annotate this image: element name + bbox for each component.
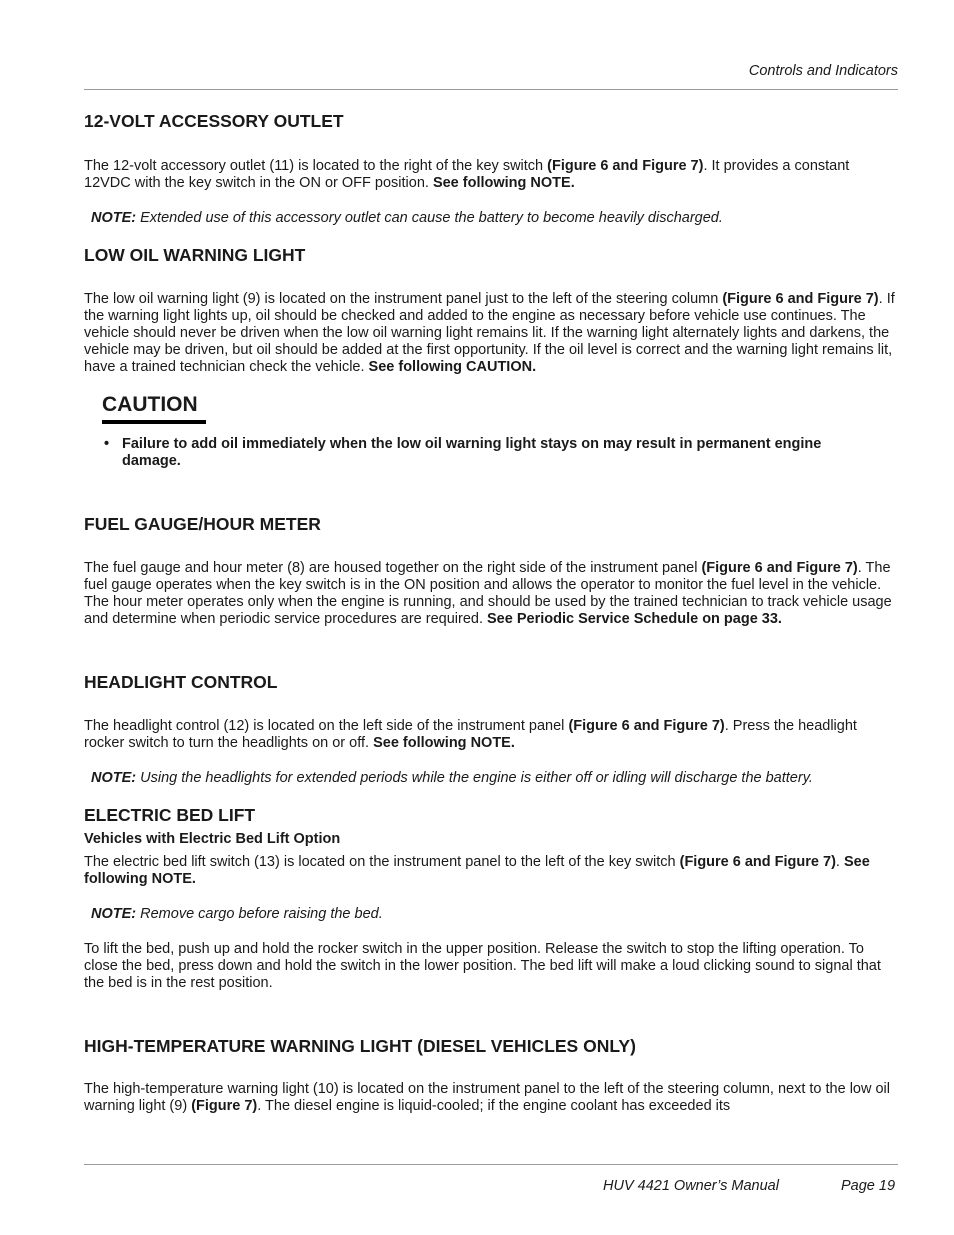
cross-reference: See Periodic Service Schedule on page 33. — [487, 611, 782, 627]
heading-electric-bed-lift: ELECTRIC BED LIFT — [84, 805, 256, 825]
paragraph-low-oil-warning — [84, 291, 898, 376]
heading-fuel-gauge: FUEL GAUGE/HOUR METER — [84, 514, 321, 534]
note-label: NOTE: — [91, 210, 137, 226]
paragraph-bed-lift-operation: To lift the bed, push up and hold the rocker switch in the upper position. Release the switch to stop the lifting operation. To close the bed, press down and hold the switch in the lower position. The bed lift will make a loud clicking sound to signal that the bed is in the rest position. — [84, 941, 881, 991]
paragraph-accessory-outlet — [84, 158, 898, 192]
text: . The fuel gauge operates when the key switch is in the ON position and allows the operator to monitor the fuel level in the vehicle. The hour meter operates only when the engine is running, and should be used by the trained technician to track vehicle usage and determine when periodic service procedures are required. — [84, 560, 892, 627]
cross-reference: See following NOTE. — [373, 735, 515, 751]
caution-underline — [102, 420, 206, 424]
header-rule — [84, 89, 898, 90]
footer-page-number: Page 19 — [841, 1178, 896, 1194]
section-header: Controls and Indicators — [748, 63, 898, 79]
heading-low-oil-warning: LOW OIL WARNING LIGHT — [84, 245, 306, 265]
caution-item — [102, 436, 852, 470]
note-label: NOTE: — [91, 770, 137, 786]
cross-reference: See following CAUTION. — [368, 359, 537, 375]
footer-manual-title: HUV 4421 Owner’s Manual — [603, 1178, 779, 1194]
note-accessory-outlet — [91, 210, 898, 227]
heading-high-temperature-warning: HIGH-TEMPERATURE WARNING LIGHT (DIESEL VEHICLES ONLY) — [84, 1036, 636, 1056]
cross-reference: See following NOTE. — [432, 175, 575, 191]
text: The 12-volt accessory outlet (11) is located to the right of the key switch — [84, 158, 548, 174]
note-headlight — [91, 770, 898, 787]
figure-reference: (Figure 6 and Figure 7) — [679, 854, 836, 870]
cross-reference: See following NOTE. — [84, 854, 870, 887]
figure-reference: (Figure 6 and Figure 7) — [701, 560, 858, 576]
heading-headlight-control: HEADLIGHT CONTROL — [84, 672, 278, 692]
subheading-bed-lift-option: Vehicles with Electric Bed Lift Option — [84, 831, 341, 847]
footer-rule — [84, 1164, 898, 1165]
caution-box — [102, 385, 898, 470]
text: . If the warning light lights up, oil should be checked and added to the engine as necessary before vehicle use continues. The vehicle should never be driven when the low oil warning light remains lit. If the warning light alternately lights and darkens, the vehicle may be driven, but oil should be added at the first opportunity. If the oil level is correct and the warning light remains lit, have a trained technician check the vehicle. — [84, 291, 895, 375]
text: . It provides a constant 12VDC with the key switch in the ON or OFF position. — [84, 158, 850, 191]
caution-text: Failure to add oil immediately when the low oil warning light stays on may result in permanent engine damage. — [122, 436, 822, 469]
figure-reference: (Figure 7) — [191, 1098, 258, 1114]
paragraph-headlight-control — [84, 718, 898, 752]
paragraph-fuel-gauge — [84, 560, 898, 628]
paragraph-bed-lift-switch — [84, 854, 898, 888]
paragraph-high-temperature-warning — [84, 1081, 898, 1115]
bullet-icon: • — [104, 436, 110, 452]
figure-reference: (Figure 6 and Figure 7) — [568, 718, 725, 734]
figure-reference: (Figure 6 and Figure 7) — [547, 158, 704, 174]
note-text: Using the headlights for extended periods while the engine is either off or idling will discharge the battery. — [136, 770, 813, 786]
text: The electric bed lift switch (13) is located on the instrument panel to the left of the key switch — [84, 854, 680, 870]
note-bed-lift — [91, 906, 898, 923]
figure-reference: (Figure 6 and Figure 7) — [722, 291, 879, 307]
caution-list — [102, 436, 898, 470]
text: The fuel gauge and hour meter (8) are housed together on the right side of the instrument panel — [84, 560, 702, 576]
text: The high-temperature warning light (10) is located on the instrument panel to the left of the steering column, next to the low oil warning light (9) — [84, 1081, 891, 1114]
heading-accessory-outlet: 12-VOLT ACCESSORY OUTLET — [84, 111, 344, 131]
text: The low oil warning light (9) is located on the instrument panel just to the left of the steering column — [84, 291, 723, 307]
note-text: Remove cargo before raising the bed. — [136, 906, 383, 922]
text: . — [835, 854, 844, 870]
text: . The diesel engine is liquid-cooled; if the engine coolant has exceeded its — [257, 1098, 731, 1114]
note-text: Extended use of this accessory outlet can cause the battery to become heavily discharged. — [136, 210, 723, 226]
note-label: NOTE: — [91, 906, 137, 922]
text: The headlight control (12) is located on the left side of the instrument panel — [84, 718, 569, 734]
text: . Press the headlight rocker switch to turn the headlights on or off. — [84, 718, 857, 751]
caution-title: CAUTION — [102, 393, 198, 416]
page-content — [84, 111, 898, 1115]
